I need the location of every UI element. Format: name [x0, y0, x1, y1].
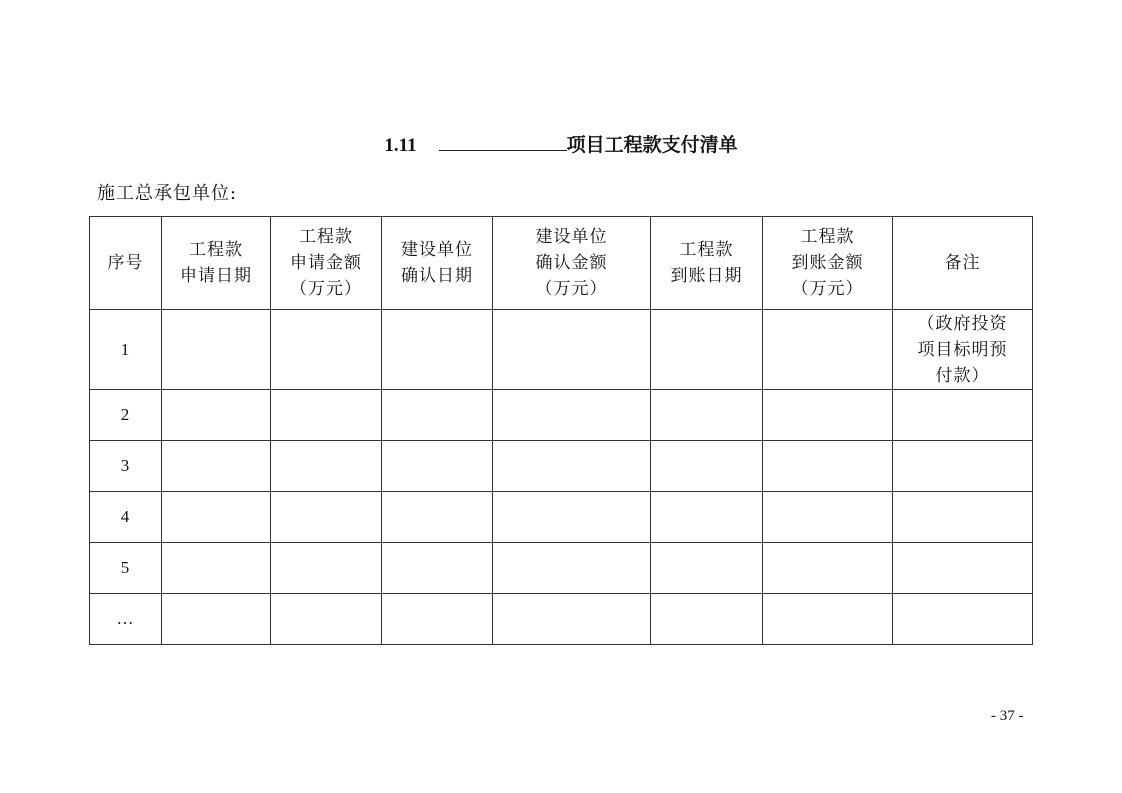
confirm-amount-cell[interactable] [493, 594, 651, 645]
apply-amount-cell[interactable] [271, 594, 382, 645]
confirm-date-cell[interactable] [382, 594, 493, 645]
confirm-date-cell[interactable] [382, 441, 493, 492]
apply-amount-cell[interactable] [271, 441, 382, 492]
confirm-date-cell[interactable] [382, 310, 493, 390]
table-row [90, 594, 1033, 645]
header-confirm-date: 建设单位 确认日期 [382, 217, 493, 310]
header-receipt-amount: 工程款 到账金额 （万元） [763, 217, 893, 310]
receipt-amount-cell[interactable] [763, 492, 893, 543]
apply-amount-cell[interactable] [271, 543, 382, 594]
table-header-row [90, 217, 1033, 310]
receipt-amount-cell[interactable] [763, 594, 893, 645]
confirm-amount-cell[interactable] [493, 441, 651, 492]
remark-cell[interactable] [893, 594, 1033, 645]
apply-date-cell[interactable] [162, 492, 271, 543]
document-title [0, 130, 1122, 157]
seq-cell: 4 [90, 492, 162, 543]
contractor-label: 施工总承包单位: [97, 183, 238, 204]
table-row [90, 543, 1033, 594]
header-confirm-amount: 建设单位 确认金额 （万元） [493, 217, 651, 310]
seq-cell: 5 [90, 543, 162, 594]
header-remark: 备注 [893, 217, 1033, 310]
confirm-amount-cell[interactable] [493, 310, 651, 390]
remark-cell[interactable] [893, 390, 1033, 441]
remark-cell[interactable] [893, 310, 1033, 390]
confirm-amount-cell[interactable] [493, 492, 651, 543]
receipt-date-cell[interactable] [651, 441, 763, 492]
apply-amount-cell[interactable] [271, 390, 382, 441]
confirm-date-cell[interactable] [382, 492, 493, 543]
seq-cell: 1 [90, 310, 162, 390]
seq-cell: 2 [90, 390, 162, 441]
title-text: 项目工程款支付清单 [566, 134, 738, 156]
header-apply-date: 工程款 申请日期 [162, 217, 271, 310]
apply-date-cell[interactable] [162, 594, 271, 645]
header-receipt-date: 工程款 到账日期 [651, 217, 763, 310]
receipt-amount-cell[interactable] [763, 390, 893, 441]
receipt-date-cell[interactable] [651, 492, 763, 543]
confirm-amount-cell[interactable] [493, 390, 651, 441]
receipt-amount-cell[interactable] [763, 543, 893, 594]
remark-cell[interactable] [893, 492, 1033, 543]
apply-date-cell[interactable] [162, 543, 271, 594]
receipt-amount-cell[interactable] [763, 310, 893, 390]
confirm-date-cell[interactable] [382, 390, 493, 441]
remark-note-line: （政府投资 [917, 313, 1008, 334]
receipt-date-cell[interactable] [651, 543, 763, 594]
project-name-blank [439, 134, 567, 151]
confirm-date-cell[interactable] [382, 543, 493, 594]
header-seq: 序号 [90, 217, 162, 310]
table-row [90, 310, 1033, 390]
remark-cell[interactable] [893, 441, 1033, 492]
confirm-amount-cell[interactable] [493, 543, 651, 594]
receipt-date-cell[interactable] [651, 310, 763, 390]
seq-cell: 3 [90, 441, 162, 492]
receipt-amount-cell[interactable] [763, 441, 893, 492]
payment-table [89, 216, 1033, 645]
page-number: - 37 - [991, 708, 1024, 724]
remark-note-line: 项目标明预 [917, 339, 1008, 360]
apply-date-cell[interactable] [162, 390, 271, 441]
apply-amount-cell[interactable] [271, 492, 382, 543]
remark-cell[interactable] [893, 543, 1033, 594]
table-row [90, 492, 1033, 543]
section-number: 1.11 [384, 135, 417, 156]
table-row [90, 441, 1033, 492]
seq-cell: … [90, 594, 162, 645]
apply-amount-cell[interactable] [271, 310, 382, 390]
receipt-date-cell[interactable] [651, 390, 763, 441]
apply-date-cell[interactable] [162, 441, 271, 492]
header-apply-amount: 工程款 申请金额 （万元） [271, 217, 382, 310]
receipt-date-cell[interactable] [651, 594, 763, 645]
apply-date-cell[interactable] [162, 310, 271, 390]
table-row [90, 390, 1033, 441]
remark-note-line: 付款） [935, 365, 990, 386]
